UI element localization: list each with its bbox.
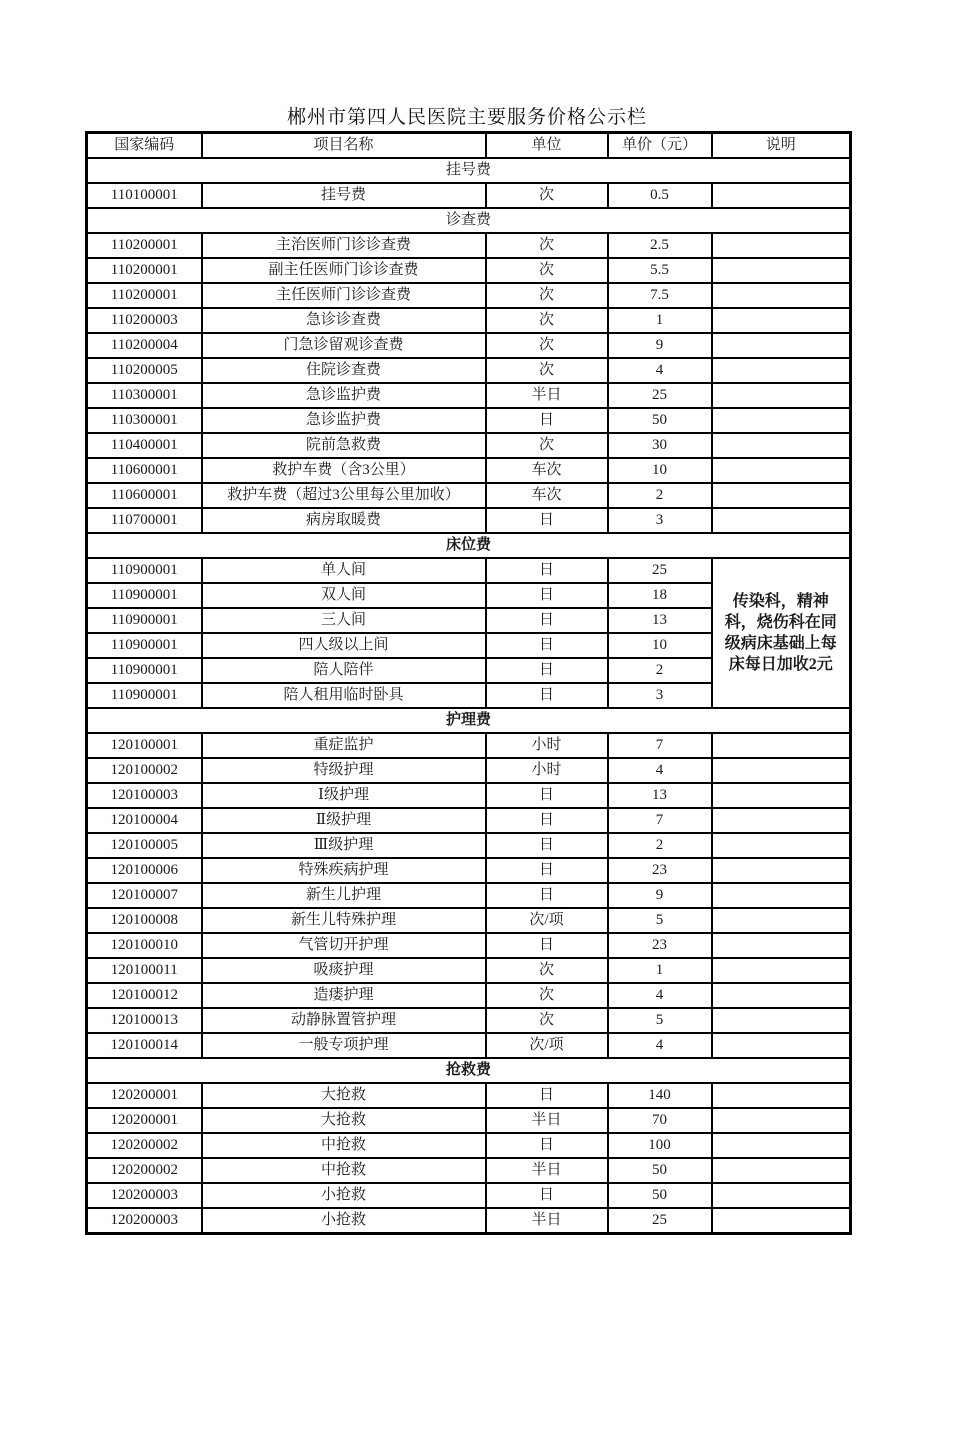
- table-row: [87, 358, 851, 383]
- note-cell: [712, 358, 851, 383]
- unit-cell: 日: [486, 858, 608, 883]
- note-cell: [712, 883, 851, 908]
- table-row: [87, 333, 851, 358]
- code-cell: 110900001: [87, 683, 202, 708]
- price-cell: 100: [608, 1133, 712, 1158]
- unit-cell: 车次: [486, 483, 608, 508]
- item-cell: 病房取暖费: [202, 508, 486, 533]
- section-header: 诊查费: [87, 208, 851, 233]
- table-row: [87, 233, 851, 258]
- price-cell: 2: [608, 483, 712, 508]
- note-cell: [712, 333, 851, 358]
- unit-cell: 半日: [486, 1108, 608, 1133]
- price-cell: 7: [608, 808, 712, 833]
- price-cell: 3: [608, 683, 712, 708]
- item-cell: 重症监护: [202, 733, 486, 758]
- code-cell: 110900001: [87, 658, 202, 683]
- note-cell: [712, 1208, 851, 1234]
- note-cell: [712, 508, 851, 533]
- note-cell: [712, 958, 851, 983]
- unit-cell: 日: [486, 408, 608, 433]
- item-cell: 院前急救费: [202, 433, 486, 458]
- section-row: [87, 533, 851, 558]
- unit-cell: 日: [486, 608, 608, 633]
- code-cell: 120100013: [87, 1008, 202, 1033]
- item-cell: 小抢救: [202, 1183, 486, 1208]
- code-cell: 120100004: [87, 808, 202, 833]
- item-cell: 急诊监护费: [202, 383, 486, 408]
- unit-cell: 次: [486, 283, 608, 308]
- item-cell: 新生儿护理: [202, 883, 486, 908]
- note-cell-merged: 传染科，精神科，烧伤科在同级病床基础上每床每日加收2元: [712, 558, 851, 708]
- table-body: [87, 158, 851, 1234]
- table-row: [87, 1033, 851, 1058]
- note-cell: [712, 733, 851, 758]
- table-row: [87, 1108, 851, 1133]
- section-row: [87, 1058, 851, 1083]
- unit-cell: 日: [486, 808, 608, 833]
- code-cell: 110600001: [87, 483, 202, 508]
- table-row: [87, 508, 851, 533]
- code-cell: 110200003: [87, 308, 202, 333]
- table-row: [87, 808, 851, 833]
- table-header: [87, 133, 851, 159]
- table-row: [87, 1183, 851, 1208]
- document-page: [0, 106, 959, 1455]
- note-cell: [712, 1108, 851, 1133]
- item-cell: 特级护理: [202, 758, 486, 783]
- item-cell: Ⅱ级护理: [202, 808, 486, 833]
- item-cell: 陪人陪伴: [202, 658, 486, 683]
- note-cell: [712, 758, 851, 783]
- price-cell: 50: [608, 1158, 712, 1183]
- unit-cell: 日: [486, 833, 608, 858]
- unit-cell: 日: [486, 1083, 608, 1108]
- table-row: [87, 1008, 851, 1033]
- item-cell: 急诊诊查费: [202, 308, 486, 333]
- code-cell: 110200005: [87, 358, 202, 383]
- section-row: [87, 708, 851, 733]
- unit-cell: 车次: [486, 458, 608, 483]
- note-cell: [712, 933, 851, 958]
- unit-cell: 日: [486, 508, 608, 533]
- unit-cell: 日: [486, 633, 608, 658]
- item-cell: 双人间: [202, 583, 486, 608]
- code-cell: 120100014: [87, 1033, 202, 1058]
- unit-cell: 半日: [486, 1208, 608, 1234]
- note-cell: [712, 1158, 851, 1183]
- code-cell: 120100002: [87, 758, 202, 783]
- item-cell: 急诊监护费: [202, 408, 486, 433]
- price-cell: 25: [608, 1208, 712, 1234]
- table-row: [87, 733, 851, 758]
- column-header-2: 项目名称: [202, 133, 486, 159]
- item-cell: 新生儿特殊护理: [202, 908, 486, 933]
- item-cell: 救护车费（含3公里）: [202, 458, 486, 483]
- unit-cell: 次/项: [486, 1033, 608, 1058]
- code-cell: 120200001: [87, 1108, 202, 1133]
- price-cell: 140: [608, 1083, 712, 1108]
- code-cell: 110400001: [87, 433, 202, 458]
- item-cell: 陪人租用临时卧具: [202, 683, 486, 708]
- table-row: [87, 983, 851, 1008]
- note-cell: [712, 808, 851, 833]
- note-cell: [712, 1183, 851, 1208]
- unit-cell: 日: [486, 683, 608, 708]
- item-cell: 中抢救: [202, 1158, 486, 1183]
- item-cell: 挂号费: [202, 183, 486, 208]
- note-cell: [712, 783, 851, 808]
- item-cell: 大抢救: [202, 1083, 486, 1108]
- section-header: 护理费: [87, 708, 851, 733]
- price-cell: 2.5: [608, 233, 712, 258]
- code-cell: 110600001: [87, 458, 202, 483]
- unit-cell: 次: [486, 358, 608, 383]
- item-cell: 大抢救: [202, 1108, 486, 1133]
- table-row: [87, 908, 851, 933]
- page-title: 郴州市第四人民医院主要服务价格公示栏: [286, 107, 647, 128]
- unit-cell: 次: [486, 258, 608, 283]
- price-cell: 5: [608, 908, 712, 933]
- unit-cell: 小时: [486, 733, 608, 758]
- note-cell: [712, 458, 851, 483]
- unit-cell: 小时: [486, 758, 608, 783]
- price-cell: 5.5: [608, 258, 712, 283]
- section-header: 抢救费: [87, 1058, 851, 1083]
- price-cell: 1: [608, 958, 712, 983]
- price-cell: 23: [608, 858, 712, 883]
- unit-cell: 次: [486, 983, 608, 1008]
- note-cell: [712, 258, 851, 283]
- price-cell: 3: [608, 508, 712, 533]
- column-header-3: 单位: [486, 133, 608, 159]
- table-row: [87, 183, 851, 208]
- code-cell: 110900001: [87, 633, 202, 658]
- price-cell: 1: [608, 308, 712, 333]
- price-cell: 7: [608, 733, 712, 758]
- item-cell: Ⅰ级护理: [202, 783, 486, 808]
- price-cell: 25: [608, 558, 712, 583]
- code-cell: 120100010: [87, 933, 202, 958]
- table-row: [87, 433, 851, 458]
- item-cell: 吸痰护理: [202, 958, 486, 983]
- code-cell: 120200003: [87, 1208, 202, 1234]
- price-cell: 50: [608, 408, 712, 433]
- table-row: [87, 958, 851, 983]
- code-cell: 120100008: [87, 908, 202, 933]
- unit-cell: 日: [486, 783, 608, 808]
- table-row: [87, 1083, 851, 1108]
- unit-cell: 日: [486, 558, 608, 583]
- table-row: [87, 1158, 851, 1183]
- column-header-4: 单价（元）: [608, 133, 712, 159]
- price-cell: 70: [608, 1108, 712, 1133]
- price-cell: 50: [608, 1183, 712, 1208]
- item-cell: 副主任医师门诊诊查费: [202, 258, 486, 283]
- unit-cell: 半日: [486, 1158, 608, 1183]
- price-cell: 4: [608, 358, 712, 383]
- column-header-1: 国家编码: [87, 133, 202, 159]
- code-cell: 110900001: [87, 558, 202, 583]
- unit-cell: 次: [486, 1008, 608, 1033]
- item-cell: 造瘘护理: [202, 983, 486, 1008]
- price-cell: 9: [608, 333, 712, 358]
- table-row: [87, 1208, 851, 1234]
- code-cell: 120200003: [87, 1183, 202, 1208]
- code-cell: 110300001: [87, 383, 202, 408]
- unit-cell: 日: [486, 1133, 608, 1158]
- item-cell: 气管切开护理: [202, 933, 486, 958]
- table-row: [87, 483, 851, 508]
- price-cell: 25: [608, 383, 712, 408]
- code-cell: 120100007: [87, 883, 202, 908]
- note-cell: [712, 1083, 851, 1108]
- unit-cell: 次: [486, 433, 608, 458]
- note-cell: [712, 983, 851, 1008]
- code-cell: 120100011: [87, 958, 202, 983]
- table-row: [87, 1133, 851, 1158]
- price-cell: 13: [608, 783, 712, 808]
- price-cell: 10: [608, 458, 712, 483]
- price-cell: 7.5: [608, 283, 712, 308]
- item-cell: 主任医师门诊诊查费: [202, 283, 486, 308]
- note-cell: [712, 308, 851, 333]
- unit-cell: 次: [486, 308, 608, 333]
- price-cell: 4: [608, 758, 712, 783]
- note-cell: [712, 183, 851, 208]
- price-cell: 9: [608, 883, 712, 908]
- item-cell: 小抢救: [202, 1208, 486, 1234]
- section-header: 挂号费: [87, 158, 851, 183]
- code-cell: 110900001: [87, 583, 202, 608]
- code-cell: 120200002: [87, 1158, 202, 1183]
- note-cell: [712, 1033, 851, 1058]
- note-cell: [712, 858, 851, 883]
- item-cell: 三人间: [202, 608, 486, 633]
- unit-cell: 日: [486, 658, 608, 683]
- table-row: [87, 408, 851, 433]
- table-row: [87, 858, 851, 883]
- table-row: [87, 458, 851, 483]
- header-row: [87, 133, 851, 159]
- item-cell: 单人间: [202, 558, 486, 583]
- note-cell: [712, 383, 851, 408]
- code-cell: 110200001: [87, 283, 202, 308]
- unit-cell: 日: [486, 883, 608, 908]
- price-table: [85, 131, 852, 1235]
- note-cell: [712, 408, 851, 433]
- code-cell: 110900001: [87, 608, 202, 633]
- item-cell: 动静脉置管护理: [202, 1008, 486, 1033]
- unit-cell: 日: [486, 933, 608, 958]
- note-cell: [712, 833, 851, 858]
- item-cell: 一般专项护理: [202, 1033, 486, 1058]
- table-row: [87, 883, 851, 908]
- item-cell: 门急诊留观诊查费: [202, 333, 486, 358]
- price-cell: 2: [608, 658, 712, 683]
- code-cell: 110200001: [87, 258, 202, 283]
- code-cell: 110200004: [87, 333, 202, 358]
- price-cell: 0.5: [608, 183, 712, 208]
- table-row: [87, 758, 851, 783]
- column-header-5: 说明: [712, 133, 851, 159]
- table-row: [87, 308, 851, 333]
- price-cell: 13: [608, 608, 712, 633]
- price-cell: 2: [608, 833, 712, 858]
- section-row: [87, 208, 851, 233]
- unit-cell: 日: [486, 1183, 608, 1208]
- table-row: [87, 558, 851, 583]
- item-cell: 四人级以上间: [202, 633, 486, 658]
- code-cell: 110700001: [87, 508, 202, 533]
- code-cell: 120100005: [87, 833, 202, 858]
- note-cell: [712, 1133, 851, 1158]
- note-cell: [712, 483, 851, 508]
- table-row: [87, 833, 851, 858]
- unit-cell: 半日: [486, 383, 608, 408]
- price-cell: 10: [608, 633, 712, 658]
- price-cell: 23: [608, 933, 712, 958]
- note-cell: [712, 233, 851, 258]
- item-cell: Ⅲ级护理: [202, 833, 486, 858]
- price-cell: 18: [608, 583, 712, 608]
- code-cell: 110200001: [87, 233, 202, 258]
- code-cell: 120100001: [87, 733, 202, 758]
- section-row: [87, 158, 851, 183]
- unit-cell: 次: [486, 958, 608, 983]
- unit-cell: 次: [486, 233, 608, 258]
- code-cell: 110100001: [87, 183, 202, 208]
- table-row: [87, 933, 851, 958]
- price-cell: 4: [608, 1033, 712, 1058]
- table-row: [87, 283, 851, 308]
- item-cell: 特殊疾病护理: [202, 858, 486, 883]
- unit-cell: 次/项: [486, 908, 608, 933]
- item-cell: 中抢救: [202, 1133, 486, 1158]
- code-cell: 120200002: [87, 1133, 202, 1158]
- price-cell: 5: [608, 1008, 712, 1033]
- table-row: [87, 783, 851, 808]
- code-cell: 120100006: [87, 858, 202, 883]
- section-header: 床位费: [87, 533, 851, 558]
- item-cell: 主治医师门诊诊查费: [202, 233, 486, 258]
- note-cell: [712, 283, 851, 308]
- item-cell: 住院诊查费: [202, 358, 486, 383]
- code-cell: 120200001: [87, 1083, 202, 1108]
- unit-cell: 日: [486, 583, 608, 608]
- note-cell: [712, 908, 851, 933]
- code-cell: 110300001: [87, 408, 202, 433]
- note-cell: [712, 433, 851, 458]
- price-cell: 4: [608, 983, 712, 1008]
- table-row: [87, 258, 851, 283]
- price-cell: 30: [608, 433, 712, 458]
- note-cell: [712, 1008, 851, 1033]
- item-cell: 救护车费（超过3公里每公里加收）: [202, 483, 486, 508]
- unit-cell: 次: [486, 333, 608, 358]
- table-row: [87, 383, 851, 408]
- code-cell: 120100003: [87, 783, 202, 808]
- unit-cell: 次: [486, 183, 608, 208]
- code-cell: 120100012: [87, 983, 202, 1008]
